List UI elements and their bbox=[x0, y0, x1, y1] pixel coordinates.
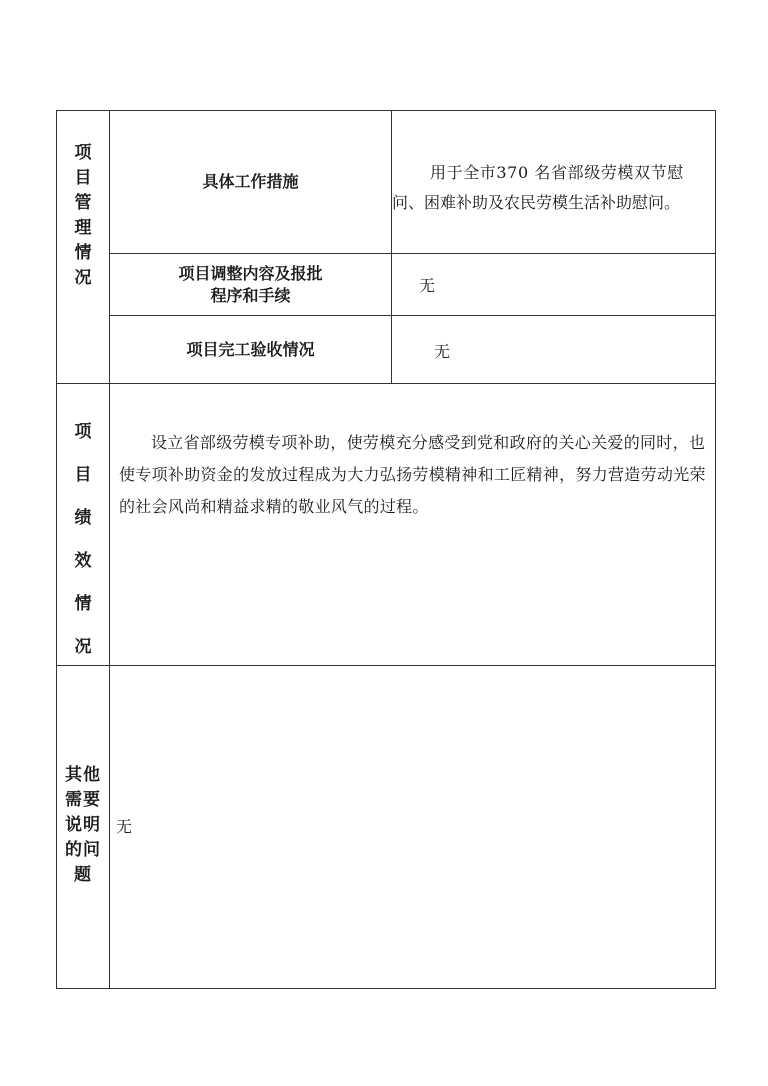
row-value-work-measures bbox=[392, 158, 714, 218]
section-label-project-management bbox=[57, 141, 109, 291]
row-label-work-measures: 具体工作措施 bbox=[202, 172, 299, 191]
value-line: 问、困难补助及农民劳模生活补助慰问。 bbox=[392, 193, 681, 212]
divider-section-1 bbox=[57, 383, 716, 384]
label-char: 效 bbox=[74, 551, 92, 571]
divider-value-column bbox=[391, 111, 392, 383]
label-line: 其他 bbox=[65, 765, 101, 785]
row-value-adjustment: 无 bbox=[419, 276, 436, 295]
section-label-project-performance bbox=[57, 411, 109, 669]
project-form-table bbox=[56, 110, 716, 989]
label-char: 情 bbox=[74, 243, 92, 263]
label-line: 的问 bbox=[65, 840, 101, 860]
label-line: 说明 bbox=[65, 815, 101, 835]
label-char: 目 bbox=[74, 168, 92, 188]
label-char: 项 bbox=[74, 143, 92, 163]
label-char: 况 bbox=[74, 637, 92, 657]
value-line: 用于全市370 名省部级劳模双节慰 bbox=[430, 163, 684, 182]
label-char: 目 bbox=[74, 465, 92, 485]
label-char: 理 bbox=[74, 218, 92, 238]
label-char: 项 bbox=[74, 422, 92, 442]
section-label-other-notes bbox=[57, 763, 109, 888]
row-label-adjustment: 项目调整内容及报批 程序和手续 bbox=[178, 263, 323, 305]
row-value-acceptance: 无 bbox=[434, 342, 451, 361]
performance-paragraph: 设立省部级劳模专项补助，使劳模充分感受到党和政府的关心关爱的同时，也使专项补助资金的发放过程成为大力弘扬劳模精神和工匠精神，努力营造劳动光荣的社会风尚和精益求精的敬业风气的过程。 bbox=[119, 433, 706, 516]
label-line: 需要 bbox=[65, 790, 101, 810]
label-char: 情 bbox=[74, 594, 92, 614]
label-char: 况 bbox=[74, 268, 92, 288]
label-char: 管 bbox=[74, 193, 92, 213]
label-line: 题 bbox=[74, 865, 92, 885]
row-label-acceptance: 项目完工验收情况 bbox=[186, 339, 315, 359]
label-char: 绩 bbox=[74, 508, 92, 528]
other-notes-value: 无 bbox=[116, 817, 133, 836]
divider-section-2 bbox=[57, 665, 716, 666]
